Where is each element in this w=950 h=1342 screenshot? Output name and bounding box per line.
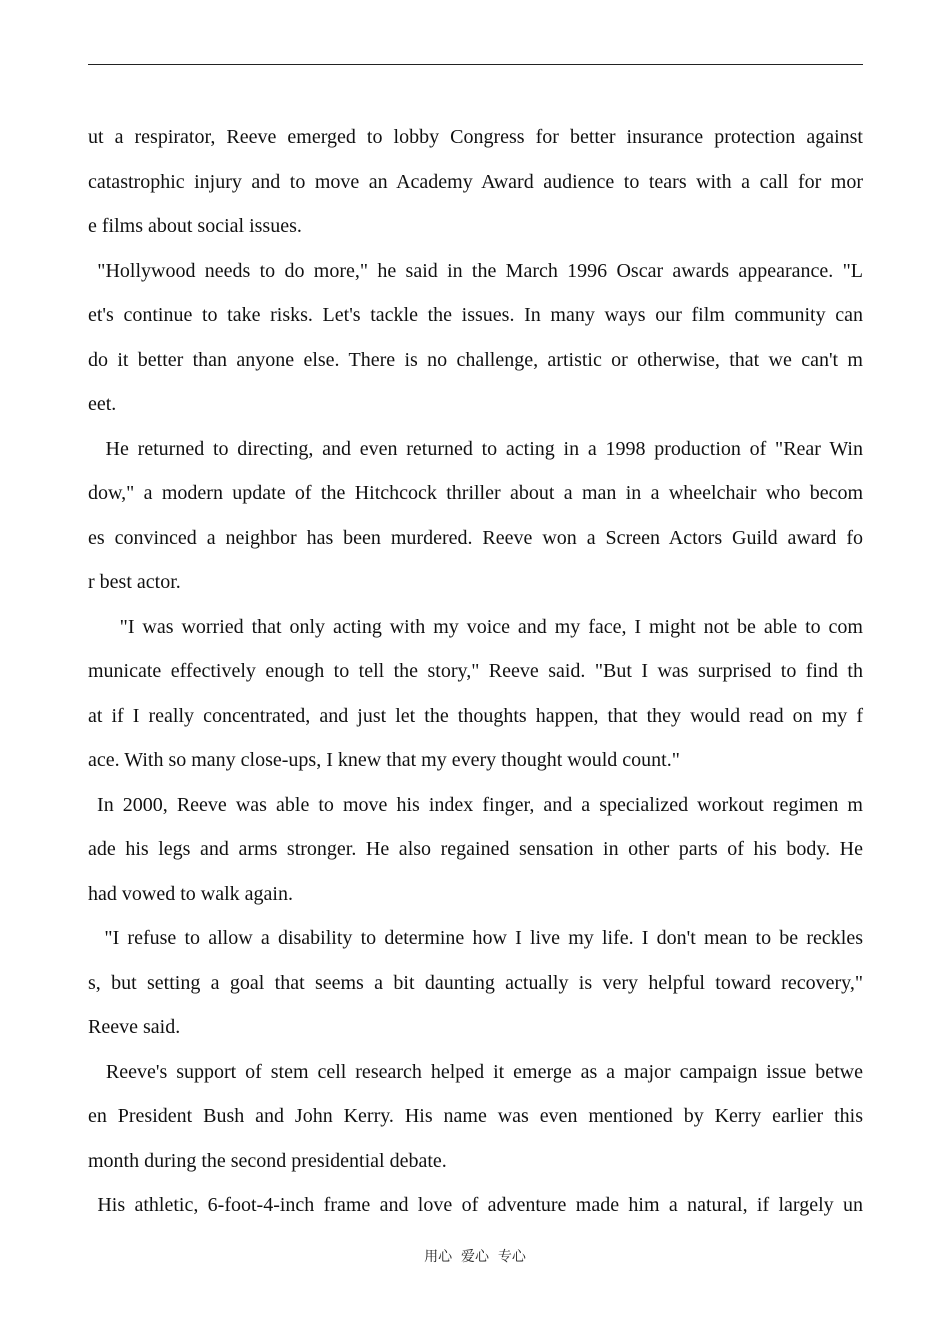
text-line: r best actor.: [88, 571, 181, 593]
text-line: He returned to directing, and even returned to acting in a 1998 production of "Rear Win: [88, 437, 863, 460]
text-line: dow," a modern update of the Hitchcock thriller about a man in a wheelchair who becom: [88, 482, 863, 504]
text-line: "I refuse to allow a disability to determine how I live my life. I don't mean to be reckles: [88, 927, 863, 949]
text-line: et's continue to take risks. Let's tackle the issues. In many ways our film community can: [88, 304, 863, 326]
text-line: ut a respirator, Reeve emerged to lobby Congress for better insurance protection against: [88, 126, 863, 148]
text-line: at if I really concentrated, and just let the thoughts happen, that they would read on my f: [88, 704, 863, 727]
text-line: month during the second presidential debate.: [88, 1149, 447, 1172]
text-line: "Hollywood needs to do more," he said in the March 1996 Oscar awards appearance. "L: [88, 259, 863, 282]
text-line: s, but setting a goal that seems a bit daunting actually is very helpful toward recovery,": [88, 971, 863, 994]
text-line: ade his legs and arms stronger. He also regained sensation in other parts of his body. He: [88, 838, 863, 860]
text-line: do it better than anyone else. There is no challenge, artistic or otherwise, that we can't m: [88, 348, 863, 371]
text-line: eet.: [88, 393, 117, 415]
page-footer: 用心 爱心 专心: [424, 1249, 526, 1265]
text-line: In 2000, Reeve was able to move his index finger, and a specialized workout regimen m: [88, 793, 863, 816]
text-line: es convinced a neighbor has been murdered. Reeve won a Screen Actors Guild award fo: [88, 526, 863, 549]
text-line: Reeve's support of stem cell research helped it emerge as a major campaign issue betwe: [88, 1060, 863, 1083]
text-line: "I was worried that only acting with my voice and my face, I might not be able to com: [88, 615, 863, 638]
text-line: Reeve said.: [88, 1016, 181, 1038]
text-line: municate effectively enough to tell the story," Reeve said. "But I was surprised to find th: [88, 660, 863, 682]
header-rule: [88, 64, 863, 65]
text-line: en President Bush and John Kerry. His name was even mentioned by Kerry earlier this: [88, 1105, 863, 1127]
article-body: [88, 115, 863, 1228]
text-line: ace. With so many close-ups, I knew that my every thought would count.": [88, 749, 680, 771]
text-line: His athletic, 6-foot-4-inch frame and love of adventure made him a natural, if largely un: [88, 1194, 863, 1216]
text-line: catastrophic injury and to move an Academy Award audience to tears with a call for mor: [88, 170, 863, 193]
text-line: e films about social issues.: [88, 215, 302, 237]
text-line: had vowed to walk again.: [88, 882, 293, 905]
